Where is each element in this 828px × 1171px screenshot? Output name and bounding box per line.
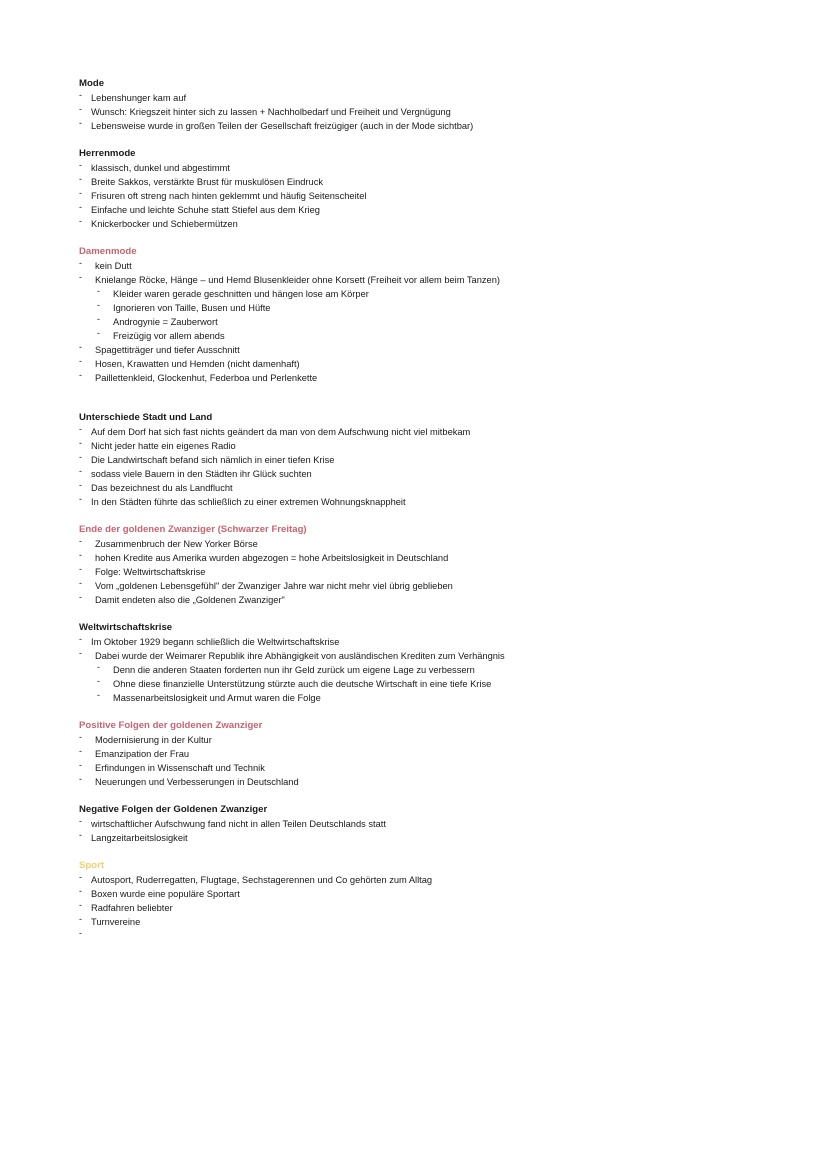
bullet-list: [79, 537, 779, 607]
section-heading: Sport: [79, 860, 105, 871]
dash-bullet-icon: -: [97, 676, 100, 686]
list-item: - Autosport, Ruderregatten, Flugtage, Sechstagerennen und Co gehörten zum Alltag: [79, 872, 433, 885]
list-item: - Knielange Röcke, Hänge – und Hemd Blusenkleider ohne Korsett (Freiheit vor allem beim Tanzen): [79, 272, 500, 285]
list-item: - hohen Kredite aus Amerika wurden abgezogen = hohe Arbeitslosigkeit in Deutschland: [79, 550, 449, 563]
list-item: - wirtschaftlicher Aufschwung fand nicht in allen Teilen Deutschlands statt: [79, 816, 386, 829]
dash-bullet-icon: -: [97, 286, 100, 296]
bullet-list: [79, 817, 779, 845]
section-mode: [79, 77, 779, 133]
sub-list-item: - Ohne diese finanzielle Unterstützung stürzte auch die deutsche Wirtschaft in eine tiefe Krise: [97, 676, 492, 689]
list-item: - Frisuren oft streng nach hinten geklemmt und häufig Seitenscheitel: [79, 188, 367, 201]
dash-bullet-icon: -: [97, 328, 100, 338]
list-item: - Modernisierung in der Kultur: [79, 732, 212, 745]
dash-bullet-icon: -: [79, 746, 82, 756]
dash-bullet-icon: -: [97, 690, 100, 700]
dash-bullet-icon: -: [79, 550, 82, 560]
list-item: - Neuerungen und Verbesserungen in Deutschland: [79, 774, 299, 787]
list-item: - sodass viele Bauern in den Städten ihr Glück suchten: [79, 466, 312, 479]
bullet-list: [79, 91, 779, 133]
section-sport: [79, 859, 779, 943]
section-heading: Positive Folgen der goldenen Zwanziger: [79, 720, 263, 731]
dash-bullet-icon: -: [79, 914, 82, 924]
bullet-list: [79, 635, 779, 705]
dash-bullet-icon: -: [79, 578, 82, 588]
dash-bullet-icon: -: [79, 202, 82, 212]
bullet-list: [79, 873, 779, 943]
list-item: - Lebenshunger kam auf: [79, 90, 187, 103]
section-heading: Mode: [79, 78, 105, 89]
dash-bullet-icon: -: [79, 438, 82, 448]
section-damenmode: [79, 245, 779, 385]
section-heading: Unterschiede Stadt und Land: [79, 412, 213, 423]
section-herrenmode: [79, 147, 779, 231]
bullet-list: [79, 161, 779, 231]
list-item: - Hosen, Krawatten und Hemden (nicht damenhaft): [79, 356, 300, 369]
dash-bullet-icon: -: [79, 104, 82, 114]
list-item: - Langzeitarbeitslosigkeit: [79, 830, 188, 843]
list-item: - Die Landwirtschaft befand sich nämlich in einer tiefen Krise: [79, 452, 335, 465]
sub-list-item: - Freizügig vor allem abends: [97, 328, 225, 341]
dash-bullet-icon: -: [97, 662, 100, 672]
dash-bullet-icon: -: [79, 732, 82, 742]
dash-bullet-icon: -: [79, 928, 82, 938]
list-item: - Das bezeichnest du als Landflucht: [79, 480, 233, 493]
dash-bullet-icon: -: [79, 830, 82, 840]
list-item: - Emanzipation der Frau: [79, 746, 190, 759]
section-heading: Herrenmode: [79, 148, 136, 159]
dash-bullet-icon: -: [97, 300, 100, 310]
dash-bullet-icon: -: [79, 634, 82, 644]
section-positive-folgen: [79, 719, 779, 789]
section-heading: Damenmode: [79, 246, 137, 257]
dash-bullet-icon: -: [79, 258, 82, 268]
list-item: - Breite Sakkos, verstärkte Brust für muskulösen Eindruck: [79, 174, 323, 187]
dash-bullet-icon: -: [79, 900, 82, 910]
sub-list-item: - Massenarbeitslosigkeit und Armut waren die Folge: [97, 690, 321, 703]
dash-bullet-icon: -: [79, 480, 82, 490]
dash-bullet-icon: -: [79, 494, 82, 504]
dash-bullet-icon: -: [79, 424, 82, 434]
document-page: [79, 77, 779, 957]
list-item: - Wunsch: Kriegszeit hinter sich zu lassen + Nachholbedarf und Freiheit und Vergnügung: [79, 104, 451, 117]
section-ende: [79, 523, 779, 607]
dash-bullet-icon: -: [79, 188, 82, 198]
list-item: - Zusammenbruch der New Yorker Börse: [79, 536, 258, 549]
section-heading: Negative Folgen der Goldenen Zwanziger: [79, 804, 268, 815]
dash-bullet-icon: -: [79, 592, 82, 602]
dash-bullet-icon: -: [79, 760, 82, 770]
dash-bullet-icon: -: [79, 370, 82, 380]
list-item: - Dabei wurde der Weimarer Republik ihre Abhängigkeit von ausländischen Krediten zum Verhängnis: [79, 648, 505, 661]
list-item: - Radfahren beliebter: [79, 900, 173, 913]
dash-bullet-icon: -: [79, 886, 82, 896]
list-item: - Spagettiträger und tiefer Ausschnitt: [79, 342, 240, 355]
sub-list-item: - Denn die anderen Staaten forderten nun ihr Geld zurück um eigene Lage zu verbessern: [97, 662, 475, 675]
list-item: - Im Oktober 1929 begann schließlich die Weltwirtschaftskrise: [79, 634, 340, 647]
dash-bullet-icon: -: [97, 314, 100, 324]
list-item: - Einfache und leichte Schuhe statt Stiefel aus dem Krieg: [79, 202, 320, 215]
list-item: - Turnvereine: [79, 914, 141, 927]
bullet-list: [79, 733, 779, 789]
dash-bullet-icon: -: [79, 452, 82, 462]
list-item: - Paillettenkleid, Glockenhut, Federboa und Perlenkette: [79, 370, 318, 383]
list-item: - Boxen wurde eine populäre Sportart: [79, 886, 240, 899]
dash-bullet-icon: -: [79, 356, 82, 366]
bullet-list: [79, 425, 779, 509]
list-item: - Nicht jeder hatte ein eigenes Radio: [79, 438, 236, 451]
list-item: - Erfindungen in Wissenschaft und Technik: [79, 760, 265, 773]
bullet-list: [79, 259, 779, 385]
dash-bullet-icon: -: [79, 118, 82, 128]
dash-bullet-icon: -: [79, 272, 82, 282]
list-item: - kein Dutt: [79, 258, 132, 271]
list-item: - Auf dem Dorf hat sich fast nichts geändert da man von dem Aufschwung nicht viel mitbekam: [79, 424, 471, 437]
list-item: - In den Städten führte das schließlich zu einer extremen Wohnungsknappheit: [79, 494, 406, 507]
dash-bullet-icon: -: [79, 774, 82, 784]
list-item: - Lebensweise wurde in großen Teilen der Gesellschaft freizügiger (auch in der Mode sichtbar): [79, 118, 474, 131]
dash-bullet-icon: -: [79, 90, 82, 100]
dash-bullet-icon: -: [79, 872, 82, 882]
section-stadt-land: [79, 411, 779, 509]
sub-list-item: - Kleider waren gerade geschnitten und hängen lose am Körper: [97, 286, 369, 299]
section-weltwirtschaftskrise: [79, 621, 779, 705]
sub-list-item: - Androgynie = Zauberwort: [97, 314, 218, 327]
dash-bullet-icon: -: [79, 536, 82, 546]
dash-bullet-icon: -: [79, 160, 82, 170]
dash-bullet-icon: -: [79, 564, 82, 574]
dash-bullet-icon: -: [79, 342, 82, 352]
dash-bullet-icon: -: [79, 816, 82, 826]
dash-bullet-icon: -: [79, 174, 82, 184]
list-item: - Knickerbocker und Schiebermützen: [79, 216, 238, 229]
section-heading: Ende der goldenen Zwanziger (Schwarzer Freitag): [79, 524, 307, 535]
dash-bullet-icon: -: [79, 216, 82, 226]
dash-bullet-icon: -: [79, 466, 82, 476]
list-item: - Folge: Weltwirtschaftskrise: [79, 564, 206, 577]
dash-bullet-icon: -: [79, 648, 82, 658]
section-negative-folgen: [79, 803, 779, 845]
section-heading: Weltwirtschaftskrise: [79, 622, 173, 633]
list-item: [79, 929, 779, 943]
list-item: - Damit endeten also die „Goldenen Zwanziger": [79, 592, 285, 605]
sub-list-item: - Ignorieren von Taille, Busen und Hüfte: [97, 300, 271, 313]
list-item: - klassisch, dunkel und abgestimmt: [79, 160, 231, 173]
list-item: - Vom „goldenen Lebensgefühl" der Zwanziger Jahre war nicht mehr viel übrig geblieben: [79, 578, 453, 591]
